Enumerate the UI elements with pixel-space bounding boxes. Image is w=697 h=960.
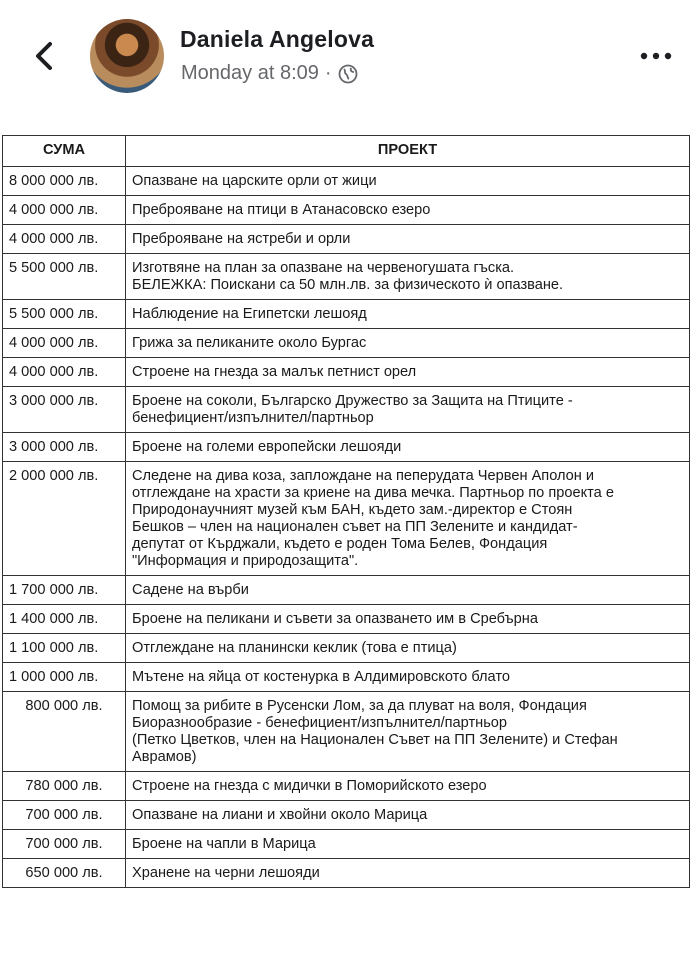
project-text: депутат от Кърджали, където е роден Тома Белев, Фондация: [132, 536, 548, 552]
globe-icon: [338, 64, 358, 84]
chevron-left-icon: [30, 38, 60, 74]
project-cell: [126, 462, 690, 576]
table-row: [3, 859, 690, 888]
amount-cell: 700 000 лв.: [3, 801, 126, 830]
funding-table: [2, 135, 690, 888]
project-text: Строене на гнезда с мидички в Поморийското езеро: [132, 778, 487, 794]
amount-cell: 780 000 лв.: [3, 772, 126, 801]
project-text: Опазване на царските орли от жици: [132, 173, 377, 189]
amount-cell: 4 000 000 лв.: [3, 196, 126, 225]
table-row: [3, 462, 690, 576]
project-cell: [126, 225, 690, 254]
table-row: [3, 634, 690, 663]
post-header: [0, 0, 697, 110]
project-text: Природонаучният музей към БАН, където зам.-директор е Стоян: [132, 502, 573, 518]
project-cell: [126, 300, 690, 329]
table-row: [3, 663, 690, 692]
amount-cell: 1 000 000 лв.: [3, 663, 126, 692]
project-text: Отглеждане на планински кеклик (това е птица): [132, 640, 457, 656]
project-cell: [126, 605, 690, 634]
project-text: Биоразнообразие - бенефициент/изпълнител/партньор: [132, 715, 508, 731]
project-text: "Информация и природозащита".: [132, 553, 359, 569]
project-text: отглеждане на храсти за криене на дива мечка. Партньор по проекта е: [132, 485, 614, 501]
table-row: [3, 387, 690, 433]
table-row: [3, 329, 690, 358]
table-row: [3, 605, 690, 634]
amount-cell: 3 000 000 лв.: [3, 387, 126, 433]
amount-cell: 5 500 000 лв.: [3, 300, 126, 329]
amount-cell: 4 000 000 лв.: [3, 358, 126, 387]
more-horizontal-icon: [638, 46, 674, 66]
amount-cell: 8 000 000 лв.: [3, 167, 126, 196]
amount-cell: 3 000 000 лв.: [3, 433, 126, 462]
project-text: Аврамов): [132, 749, 197, 765]
amount-cell: 4 000 000 лв.: [3, 225, 126, 254]
project-text: Броене на пеликани и съвети за опазването им в Сребърна: [132, 611, 538, 627]
table-row: [3, 692, 690, 772]
project-text: Броене на големи европейски лешояди: [132, 439, 402, 455]
meta-separator: ·: [324, 62, 332, 84]
project-cell: [126, 387, 690, 433]
project-text: бенефициент/изпълнител/партньор: [132, 410, 374, 426]
project-text: Преброяване на птици в Атанасовско езеро: [132, 202, 431, 218]
amount-cell: 700 000 лв.: [3, 830, 126, 859]
project-text: Садене на върби: [132, 582, 249, 598]
post-meta: [181, 62, 358, 85]
project-cell: [126, 830, 690, 859]
project-cell: [126, 196, 690, 225]
amount-cell: 4 000 000 лв.: [3, 329, 126, 358]
amount-cell: 1 100 000 лв.: [3, 634, 126, 663]
author-name[interactable]: Daniela Angelova: [180, 26, 375, 52]
table-row: [3, 167, 690, 196]
project-cell: [126, 634, 690, 663]
project-text: БЕЛЕЖКА: Поискани са 50 млн.лв. за физическото ѝ опазване.: [132, 277, 564, 293]
project-text: Грижа за пеликаните около Бургас: [132, 335, 367, 351]
table-row: [3, 225, 690, 254]
table-row: [3, 358, 690, 387]
avatar[interactable]: [90, 19, 164, 93]
table-row: [3, 830, 690, 859]
project-cell: [126, 167, 690, 196]
amount-cell: 2 000 000 лв.: [3, 462, 126, 576]
project-cell: [126, 358, 690, 387]
amount-cell: 1 700 000 лв.: [3, 576, 126, 605]
table-row: [3, 196, 690, 225]
project-text: Броене на чапли в Марица: [132, 836, 316, 852]
project-text: Бешков – член на национален съвет на ПП Зелените и кандидат-: [132, 519, 578, 535]
project-cell: [126, 859, 690, 888]
amount-cell: 800 000 лв.: [3, 692, 126, 772]
amount-cell: 650 000 лв.: [3, 859, 126, 888]
table-row: [3, 772, 690, 801]
table-row: [3, 801, 690, 830]
project-text: Мътене на яйца от костенурка в Алдимировското блато: [132, 669, 510, 685]
project-cell: [126, 692, 690, 772]
project-text: Наблюдение на Египетски лешояд: [132, 306, 367, 322]
project-text: Строене на гнезда за малък петнист орел: [132, 364, 417, 380]
project-cell: [126, 329, 690, 358]
project-text: Преброяване на ястреби и орли: [132, 231, 351, 247]
table-row: [3, 300, 690, 329]
project-cell: [126, 576, 690, 605]
project-cell: [126, 254, 690, 300]
back-button[interactable]: [30, 38, 60, 74]
table-row: [3, 576, 690, 605]
project-text: Изготвяне на план за опазване на червеногушата гъска.: [132, 260, 515, 276]
table-row: [3, 433, 690, 462]
project-text: (Петко Цветков, член на Национален Съвет на ПП Зелените) и Стефан: [132, 732, 618, 748]
project-cell: [126, 801, 690, 830]
project-cell: [126, 433, 690, 462]
table-header-row: [3, 136, 690, 167]
amount-cell: 5 500 000 лв.: [3, 254, 126, 300]
table-row: [3, 254, 690, 300]
project-text: Помощ за рибите в Русенски Лом, за да плуват на воля, Фондация: [132, 698, 587, 714]
post-timestamp[interactable]: Monday at 8:09: [181, 62, 319, 84]
column-header-amount: СУМА: [3, 136, 126, 167]
project-cell: [126, 772, 690, 801]
project-text: Хранене на черни лешояди: [132, 865, 320, 881]
more-options-button[interactable]: [638, 46, 674, 66]
project-text: Опазване на лиани и хвойни около Марица: [132, 807, 428, 823]
project-text: Броене на соколи, Българско Дружество за Защита на Птиците -: [132, 393, 573, 409]
amount-cell: 1 400 000 лв.: [3, 605, 126, 634]
column-header-project: ПРОЕКТ: [126, 136, 690, 167]
project-cell: [126, 663, 690, 692]
project-text: Следене на дива коза, заплождане на пеперудата Червен Аполон и: [132, 468, 595, 484]
post-photo[interactable]: [0, 130, 697, 960]
